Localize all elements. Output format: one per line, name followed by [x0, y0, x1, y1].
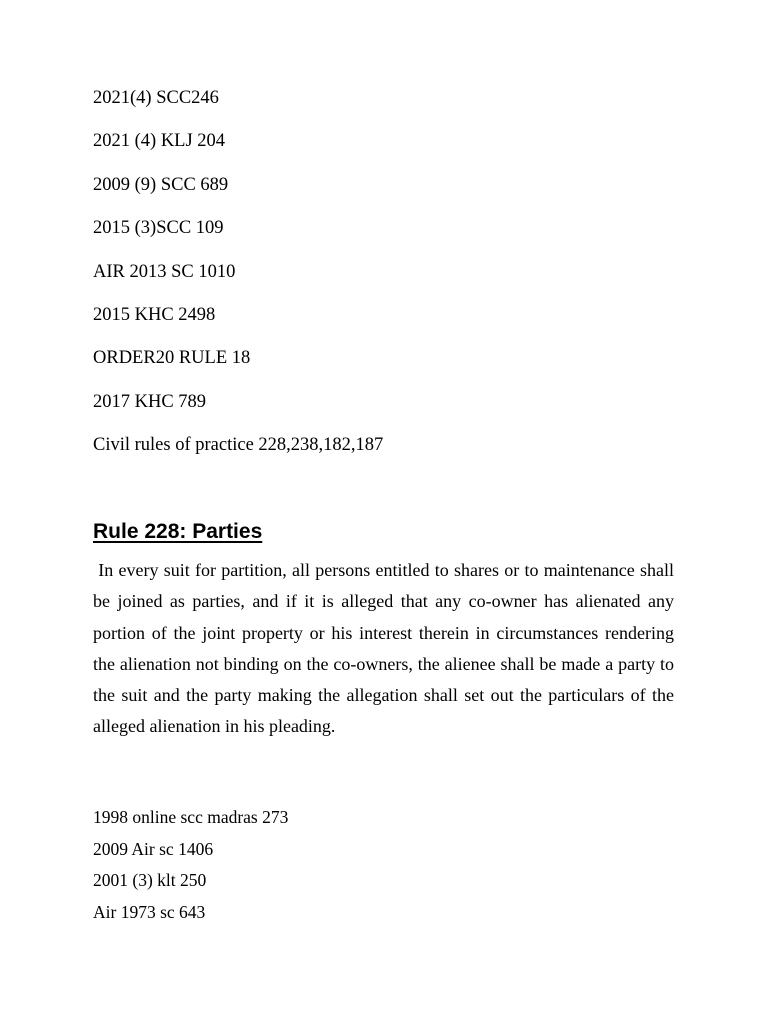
citation-item: ORDER20 RULE 18 — [93, 348, 251, 369]
section-body-paragraph: In every suit for partition, all persons entitled to shares or to maintenance shall be joined as parties, and if it is alleged that any co-owner has alienated any portion of the joint property or his interest therein in circumstances rendering the alienation not binding on the co-owners, the alienee shall be made a party to the suit and the party making the allegation shall set out the particulars of the alleged alienation in his pleading. — [93, 560, 674, 737]
citation-item: 2021(4) SCC246 — [93, 88, 219, 108]
citation-item: 2009 Air sc 1406 — [93, 838, 214, 859]
document-page — [93, 86, 674, 922]
citation-item: 2001 (3) klt 250 — [93, 870, 207, 890]
citation-item: Civil rules of practice 228,238,182,187 — [93, 435, 384, 456]
citation-list-bottom — [93, 802, 288, 928]
citation-item: 2021 (4) KLJ 204 — [93, 131, 226, 152]
citation-item: 2015 KHC 2498 — [93, 304, 216, 325]
citation-item: 2009 (9) SCC 689 — [93, 174, 229, 195]
citation-list-top — [93, 86, 674, 457]
citation-item: 2015 (3)SCC 109 — [93, 218, 224, 239]
citation-item: 1998 online scc madras 273 — [93, 807, 289, 827]
section-heading: Rule 228: Parties — [93, 520, 263, 543]
citation-item: Air 1973 sc 643 — [93, 901, 206, 922]
citation-item: 2017 KHC 789 — [93, 391, 207, 412]
citation-item: AIR 2013 SC 1010 — [93, 261, 236, 282]
